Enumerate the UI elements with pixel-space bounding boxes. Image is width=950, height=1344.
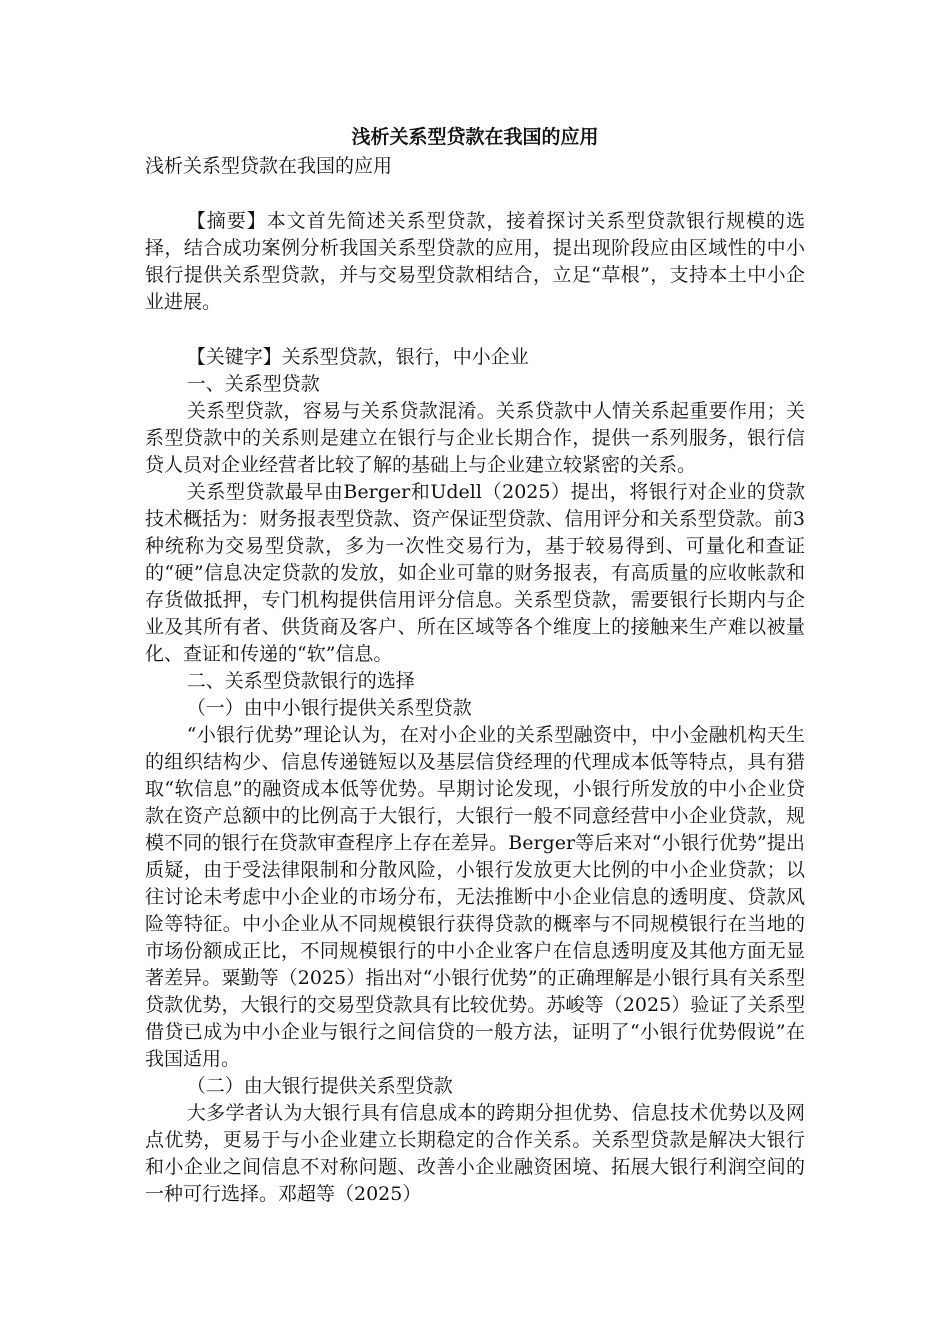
subsection-heading-1: （一）由中小银行提供关系型贷款 <box>186 697 472 719</box>
section-heading-2: 二、关系型贷款银行的选择 <box>186 670 415 692</box>
abstract-paragraph: 【摘要】本文首先简述关系型贷款，接着探讨关系型贷款银行规模的选择，结合成功案例分析我国关系型贷款的应用，提出现阶段应由区域性的中小银行提供关系型贷款，并与交易型贷款相结合，立足“草根”，支持本土中小企业进展。 <box>145 210 805 313</box>
document-subtitle: 浅析关系型贷款在我国的应用 <box>145 155 393 177</box>
section2-paragraph-1: “小银行优势”理论认为，在对小企业的关系型融资中，中小金融机构天生的组织结构少、信息传递链短以及基层信贷经理的代理成本低等特点，具有猎取“软信息”的融资成本低等优势。早期讨论发现，小银行所发放的中小企业贷款在资产总额中的比例高于大银行，大银行一般不同意经营中小企业贷款，规模不同的银行在贷款审查程序上存在差异。Berger等后来对“小银行优势”提出质疑，由于受法律限制和分散风险，小银行发放更大比例的中小企业贷款；以往讨论未考虑中小企业的市场分布，无法推断中小企业信息的透明度、贷款风险等特征。中小企业从不同规模银行获得贷款的概率与不同规模银行在当地的市场份额成正比，不同规模银行的中小企业客户在信息透明度及其他方面无显著差异。粟勤等（2025）指出对“小银行优势”的正确理解是小银行具有关系型贷款优势，大银行的交易型贷款具有比较优势。苏峻等（2025）验证了关系型借贷已成为中小企业与银行之间信贷的一般方法，证明了“小银行优势假说”在我国适用。 <box>145 724 805 1070</box>
section1-paragraph-2: 关系型贷款最早由Berger和Udell（2025）提出，将银行对企业的贷款技术概括为：财务报表型贷款、资产保证型贷款、信用评分和关系型贷款。前3种统称为交易型贷款，多为一次性交易行为，基于较易得到、可量化和查证的“硬”信息决定贷款的发放，如企业可靠的财务报表，有高质量的应收帐款和存货做抵押，专门机构提供信用评分信息。关系型贷款，需要银行长期内与企业及其所有者、供货商及客户、所在区域等各个维度上的接触来生产难以被量化、查证和传递的“软”信息。 <box>145 481 805 665</box>
keywords-line: 【关键字】关系型贷款，银行，中小企业 <box>186 346 529 368</box>
spacer <box>145 316 805 344</box>
subsection-heading-2: （二）由大银行提供关系型贷款 <box>186 1075 453 1097</box>
section-heading-1: 一、关系型贷款 <box>186 373 320 395</box>
document-title: 浅析关系型贷款在我国的应用 <box>351 126 599 148</box>
section2-paragraph-2: 大多学者认为大银行具有信息成本的跨期分担优势、信息技术优势以及网点优势，更易于与小企业建立长期稳定的合作关系。关系型贷款是解决大银行和小企业之间信息不对称问题、改善小企业融资困境、拓展大银行利润空间的一种可行选择。邓超等（2025） <box>145 1102 805 1205</box>
section1-paragraph-1: 关系型贷款，容易与关系贷款混淆。关系贷款中人情关系起重要作用；关系型贷款中的关系则是建立在银行与企业长期合作，提供一系列服务，银行信贷人员对企业经营者比较了解的基础上与企业建立较紧密的关系。 <box>145 400 805 476</box>
document-page <box>145 118 805 1208</box>
spacer <box>145 180 805 208</box>
